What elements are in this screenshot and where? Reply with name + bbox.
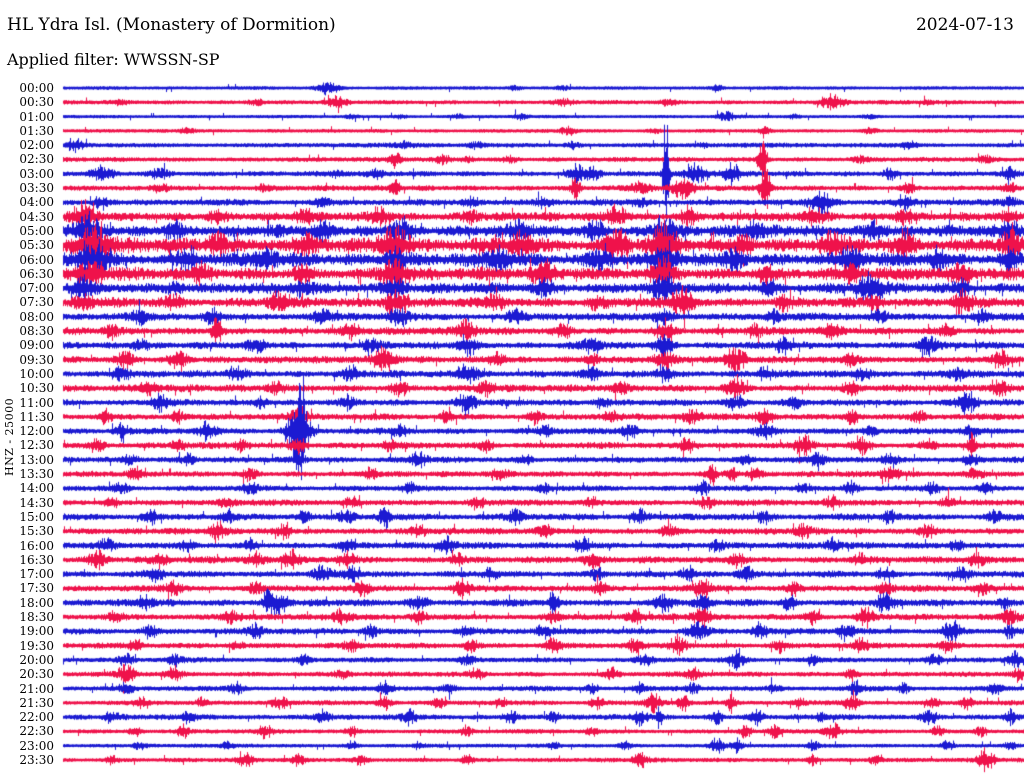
time-label: 10:00 bbox=[19, 366, 54, 381]
station-title: HL Ydra Isl. (Monastery of Dormition) bbox=[7, 15, 336, 35]
time-label: 23:30 bbox=[19, 753, 54, 767]
time-label: 10:30 bbox=[19, 381, 54, 396]
time-label: 00:00 bbox=[19, 81, 54, 95]
time-label: 00:30 bbox=[19, 95, 54, 110]
time-label: 05:00 bbox=[19, 223, 54, 238]
time-label: 06:30 bbox=[19, 266, 54, 281]
time-label: 05:30 bbox=[19, 238, 54, 253]
time-label: 23:00 bbox=[19, 738, 54, 753]
time-label: 18:00 bbox=[19, 595, 54, 610]
time-label: 13:00 bbox=[19, 452, 54, 467]
time-label: 04:00 bbox=[19, 195, 54, 210]
time-label: 02:00 bbox=[19, 138, 54, 153]
time-label: 18:30 bbox=[19, 610, 54, 625]
time-label: 14:30 bbox=[19, 495, 54, 510]
time-label: 08:30 bbox=[19, 324, 54, 339]
time-label: 06:00 bbox=[19, 252, 54, 267]
time-label: 11:30 bbox=[19, 409, 54, 424]
time-label: 19:30 bbox=[19, 638, 54, 653]
date-label: 2024-07-13 bbox=[915, 15, 1014, 35]
time-label: 14:00 bbox=[19, 481, 54, 496]
time-label: 07:30 bbox=[19, 295, 54, 310]
time-label: 16:30 bbox=[19, 552, 54, 567]
time-label: 09:00 bbox=[19, 338, 54, 353]
time-label: 21:00 bbox=[19, 681, 54, 696]
time-label: 17:00 bbox=[19, 567, 54, 582]
time-label: 15:30 bbox=[19, 524, 54, 539]
time-label: 12:00 bbox=[19, 424, 54, 439]
time-label: 11:00 bbox=[19, 395, 54, 410]
time-axis bbox=[0, 0, 58, 780]
time-label: 01:00 bbox=[19, 109, 54, 124]
time-label: 21:30 bbox=[19, 695, 54, 710]
time-label: 20:00 bbox=[19, 652, 54, 667]
time-label: 04:30 bbox=[19, 209, 54, 224]
time-label: 16:00 bbox=[19, 538, 54, 553]
channel-scale-label: HNZ - 25000 bbox=[3, 397, 16, 476]
time-label: 20:30 bbox=[19, 667, 54, 682]
time-label: 17:30 bbox=[19, 581, 54, 596]
time-label: 19:00 bbox=[19, 624, 54, 639]
time-label: 03:30 bbox=[19, 181, 54, 196]
time-label: 03:00 bbox=[19, 166, 54, 181]
time-label: 22:30 bbox=[19, 724, 54, 739]
time-label: 12:30 bbox=[19, 438, 54, 453]
time-label: 08:00 bbox=[19, 309, 54, 324]
time-label: 01:30 bbox=[19, 123, 54, 138]
time-label: 22:00 bbox=[19, 710, 54, 725]
time-label: 09:30 bbox=[19, 352, 54, 367]
time-label: 02:30 bbox=[19, 152, 54, 167]
time-label: 07:00 bbox=[19, 281, 54, 296]
filter-label: Applied filter: WWSSN-SP bbox=[7, 50, 220, 69]
time-label: 13:30 bbox=[19, 467, 54, 482]
time-label: 15:00 bbox=[19, 509, 54, 524]
